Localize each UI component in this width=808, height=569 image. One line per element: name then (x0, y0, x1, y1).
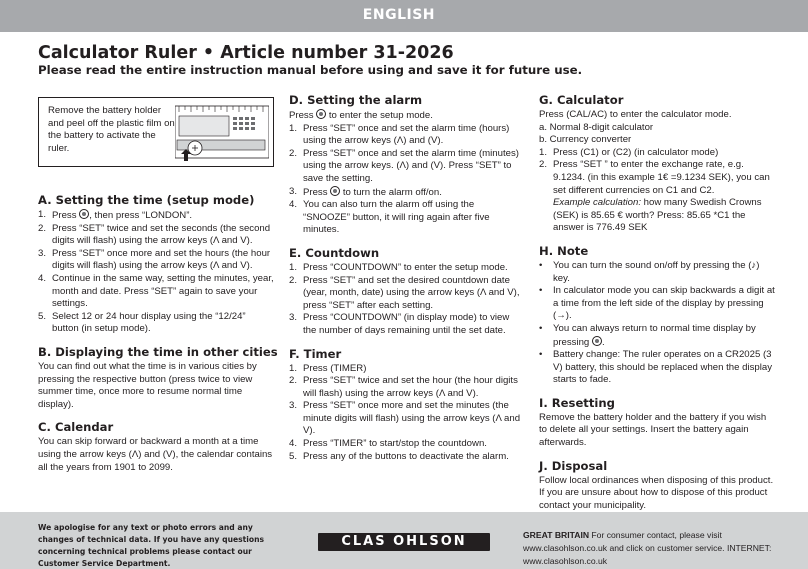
list-item: 1. Press (C1) or (C2) (in calculator mode) (539, 146, 719, 158)
list-item: 2. Press “SET” once and set the alarm time (minutes) using the arrow keys. (Λ) and (V). Press “SET” to save the setting. (289, 147, 519, 184)
list-item: 3. Press to turn the alarm off/on. (289, 185, 442, 198)
section-heading: F. Timer (289, 346, 342, 361)
round-mode-button-icon (330, 186, 340, 196)
section-timer (289, 347, 521, 464)
section-calculator (539, 93, 775, 235)
column-right (539, 93, 775, 521)
section-note (539, 244, 775, 387)
language-bar (0, 0, 808, 32)
footer-contact (523, 529, 783, 568)
list-item: 2. Press “SET” and set the desired countdown date (year, month, date) using the arrow keys (Λ and V), press “SET” after each setting. (289, 274, 520, 311)
contact-country: GREAT BRITAIN (523, 530, 590, 540)
section-heading: C. Calendar (38, 420, 114, 435)
section-heading: H. Note (539, 243, 589, 258)
list-item: 1. Press “COUNTDOWN” to enter the setup mode. (289, 261, 508, 273)
list-item: 2. Press “SET” twice and set the hour (the hour digits will flash) using the arrow keys (Λ and V). (289, 375, 518, 399)
list-item: 4. You can also turn the alarm off using the “SNOOZE” button, it will ring again after five minutes. (289, 199, 490, 236)
example-calculation: Example calculation: how many Swedish Crowns (SEK) is 85.65 € worth? Press: 85.65 *C1 the answer is 776.49 SEK (553, 197, 762, 234)
section-resetting (539, 396, 775, 450)
footer-bar (0, 512, 808, 569)
section-other-cities (38, 344, 278, 411)
battery-callout-box (38, 97, 274, 167)
clas-ohlson-logo (318, 533, 490, 551)
list-item: 4. Press “TIMER” to start/stop the countdown. (289, 438, 487, 450)
column-middle (289, 93, 521, 472)
bullet-item: • Battery change: The ruler operates on a CR2025 (3 V) battery, this should be replaced when the display starts to fade. (539, 349, 773, 386)
page-subtitle: Please read the entire instruction manual before using and save it for future use. (38, 63, 583, 77)
list-item: 3. Press “COUNTDOWN” (in display mode) to view the number of days remaining until the set date. (289, 312, 510, 336)
section-sub-a: a. Normal 8-digit calculator (539, 121, 654, 133)
round-mode-button-icon (79, 209, 89, 219)
section-text: You can skip forward or backward a month at a time using the arrow keys (Λ) and (V), the calendar contains all the years from 1901 to 2099. (38, 436, 273, 473)
footer-disclaimer: We apologise for any text or photo errors and any changes of technical data. If you have any questions concerning technical problems please contact our Customer Service Department. (38, 523, 265, 568)
list-item: 5. Select 12 or 24 hour display using the “12/24” button (in setup mode). (38, 310, 246, 335)
list-item: 3. Press “SET” once more and set the minutes (the minute digits will flash) using the arrow keys (Λ and V). (289, 400, 521, 437)
bullet-item: • You can always return to normal time display by pressing . (539, 322, 756, 348)
section-text: Remove the battery holder and the battery if you wish to delete all your settings. Insert the battery again afterwards. (539, 411, 767, 449)
list-item: 1. Press (TIMER) (289, 362, 367, 374)
contact-text: For consumer contact, please visit www.clasohlson.co.uk and click on customer service. INTERNET: www.clasohlson.co.uk (523, 530, 772, 566)
section-heading: D. Setting the alarm (289, 93, 423, 107)
section-heading: E. Countdown (289, 245, 380, 260)
column-left (38, 97, 278, 483)
section-countdown (289, 246, 521, 338)
section-intro: Press to enter the setup mode. (289, 110, 433, 121)
list-item: 2. Press “SET” twice and set the seconds (the second digits will flash) using the arrow keys (Λ and V). (38, 222, 271, 247)
language-label: ENGLISH (362, 7, 435, 23)
list-item: 3. Press “SET” once more and set the hours (the hour digits will flash) using the arrow keys (Λ and V). (38, 247, 271, 272)
callout-text: Remove the battery holder and peel off the plastic film on the battery to activate the ruler. (48, 105, 175, 154)
section-heading: B. Displaying the time in other cities (38, 344, 278, 359)
section-disposal (539, 459, 775, 513)
section-heading: G. Calculator (539, 93, 624, 107)
section-sub-b: b. Currency converter (539, 134, 632, 146)
section-alarm (289, 93, 521, 237)
logo-text: CLAS OHLSON (341, 534, 467, 549)
list-item: 1. Press , then press “LONDON”. (38, 209, 193, 221)
section-heading: J. Disposal (539, 458, 608, 473)
list-item: 2. Press “SET ” to enter the exchange rate, e.g. 9.1234. (in this example 1€ =9.1234 SEK), you can set different currencies on C1 and C2. (539, 159, 770, 196)
list-item: 1. Press “SET” once and set the alarm time (hours) using the arrow keys (Λ) and (V). (289, 122, 510, 147)
section-intro: Press (CAL/AC) to enter the calculator mode. (539, 109, 732, 120)
section-text: You can find out what the time is in various cities by pressing the respective button (press twice to view summer time, once more to resume normal time display). (38, 360, 257, 410)
section-calendar (38, 420, 274, 474)
round-mode-button-icon (316, 109, 326, 119)
section-heading: I. Resetting (539, 395, 615, 410)
round-mode-button-icon (592, 336, 602, 346)
list-item: 5. Press any of the buttons to deactivate the alarm. (289, 450, 509, 462)
ruler-battery-illustration (175, 104, 269, 162)
section-text: Follow local ordinances when disposing of this product. If you are unsure about how to dispose of this product contact your municipality. (539, 474, 774, 511)
bullet-item: • You can turn the sound on/off by pressing the (♪) key. (539, 259, 760, 284)
section-setting-time (38, 193, 274, 336)
list-item: 4. Continue in the same way, setting the minutes, year, month and date. Press “SET” again to save your settings. (38, 272, 274, 310)
page-title: Calculator Ruler • Article number 31-2026 (38, 43, 454, 63)
section-heading: A. Setting the time (setup mode) (38, 193, 255, 207)
bullet-item: • In calculator mode you can skip backwards a digit at a time from the left side of the display by pressing (→). (539, 285, 775, 322)
